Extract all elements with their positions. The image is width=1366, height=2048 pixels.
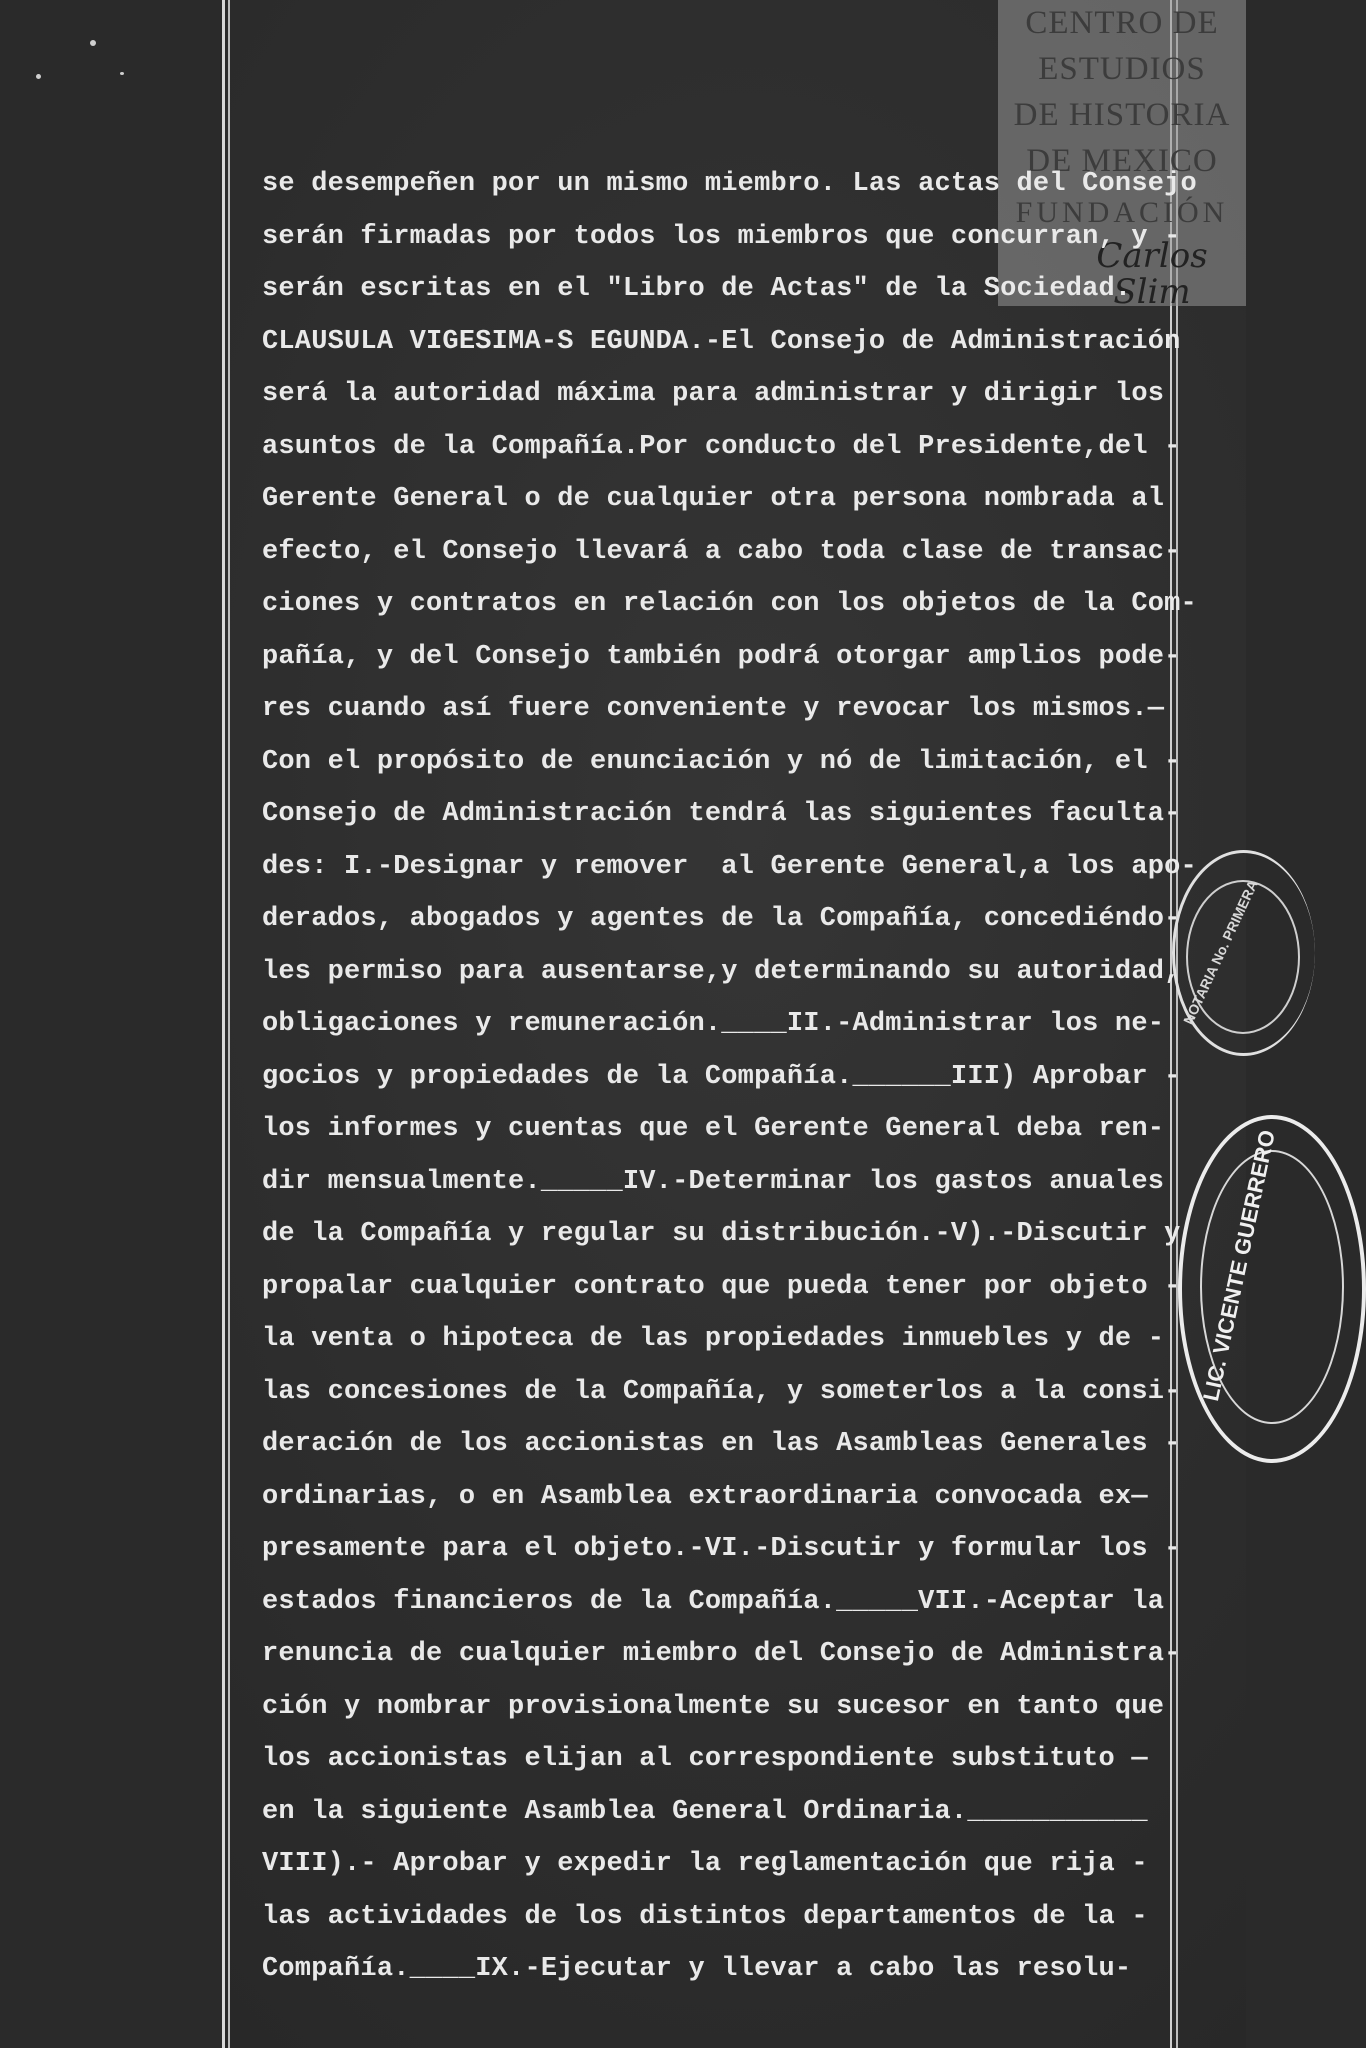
document-line: pañía, y del Consejo también podrá otorgar amplios pode- bbox=[262, 641, 1181, 672]
document-line: estados financieros de la Compañía._____VII.-Aceptar la bbox=[262, 1586, 1165, 1617]
document-line: CLAUSULA VIGESIMA-S EGUNDA.-El Consejo de Administración bbox=[262, 326, 1181, 357]
document-line: asuntos de la Compañía.Por conducto del Presidente,del - bbox=[262, 431, 1181, 462]
document-line: dir mensualmente._____IV.-Determinar los gastos anuales bbox=[262, 1166, 1165, 1197]
notary-seal-lower-text: LIC. VICENTE GUERRERO bbox=[1198, 1127, 1280, 1404]
document-line: ción y nombrar provisionalmente su sucesor en tanto que bbox=[262, 1691, 1165, 1722]
document-line: gocios y propiedades de la Compañía.______III) Aprobar - bbox=[262, 1061, 1181, 1092]
document-line: la venta o hipoteca de las propiedades inmuebles y de - bbox=[262, 1324, 1165, 1354]
watermark-line-5: FUNDACIÓN bbox=[1015, 196, 1229, 229]
document-line: VIII).- Aprobar y expedir la reglamentación que rija - bbox=[262, 1849, 1148, 1879]
watermark-line-3: DE HISTORIA bbox=[1013, 97, 1231, 133]
document-line: Con el propósito de enunciación y nó de limitación, el - bbox=[262, 746, 1181, 777]
left-margin-line-inner bbox=[228, 0, 230, 2048]
document-line: serán escritas en el "Libro de Actas" de la Sociedad. bbox=[262, 274, 1132, 304]
document-line: Gerente General o de cualquier otra persona nombrada al bbox=[262, 484, 1165, 514]
document-line: será la autoridad máxima para administrar y dirigir los bbox=[262, 379, 1165, 409]
watermark-line-4: DE MEXICO bbox=[1026, 143, 1218, 179]
document-line: efecto, el Consejo llevará a cabo toda clase de transac- bbox=[262, 536, 1181, 567]
document-line: los accionistas elijan al correspondiente substituto — bbox=[262, 1744, 1148, 1774]
document-line: las concesiones de la Compañía, y someterlos a la consi- bbox=[262, 1376, 1181, 1407]
document-line: derados, abogados y agentes de la Compañía, concediéndo- bbox=[262, 904, 1181, 934]
document-line: ciones y contratos en relación con los objetos de la Com- bbox=[262, 589, 1197, 619]
document-line: ordinarias, o en Asamblea extraordinaria convocada ex— bbox=[262, 1481, 1148, 1512]
watermark-signature: Carlos Slim bbox=[1096, 236, 1208, 312]
document-line: presamente para el objeto.-VI.-Discutir y formular los - bbox=[262, 1534, 1181, 1564]
left-dark-border bbox=[0, 0, 222, 2048]
document-line: se desempeñen por un mismo miembro. Las actas del Consejo bbox=[262, 169, 1197, 199]
watermark-line-1: CENTRO DE bbox=[1025, 5, 1219, 41]
document-line: des: I.-Designar y remover al Gerente General,a los apo- bbox=[262, 851, 1197, 882]
document-line: de la Compañía y regular su distribución.-V).-Discutir y bbox=[262, 1219, 1181, 1249]
document-line: obligaciones y remuneración.____II.-Administrar los ne- bbox=[262, 1009, 1165, 1039]
document-line: deración de los accionistas en las Asambleas Generales - bbox=[262, 1429, 1181, 1459]
document-line: renuncia de cualquier miembro del Consejo de Administra- bbox=[262, 1639, 1181, 1669]
document-line: Compañía.____IX.-Ejecutar y llevar a cabo las resolu- bbox=[262, 1954, 1132, 1984]
left-margin-line bbox=[222, 0, 225, 2048]
document-line: res cuando así fuere conveniente y revocar los mismos.— bbox=[262, 694, 1165, 724]
document-line: les permiso para ausentarse,y determinando su autoridad, bbox=[262, 956, 1181, 987]
document-line: Consejo de Administración tendrá las siguientes faculta- bbox=[262, 799, 1181, 829]
document-line: las actividades de los distintos departamentos de la - bbox=[262, 1901, 1148, 1932]
notary-seal-upper-text: NOTARIA No. PRIMERA bbox=[1180, 877, 1261, 1027]
document-line: en la siguiente Asamblea General Ordinaria.___________ bbox=[262, 1796, 1148, 1827]
watermark-line-2: ESTUDIOS bbox=[1038, 51, 1206, 87]
document-line: serán firmadas por todos los miembros que concurran, y - bbox=[262, 221, 1181, 252]
document-line: propalar cualquier contrato que pueda tener por objeto - bbox=[262, 1271, 1181, 1302]
document-line: los informes y cuentas que el Gerente General deba ren- bbox=[262, 1114, 1165, 1144]
